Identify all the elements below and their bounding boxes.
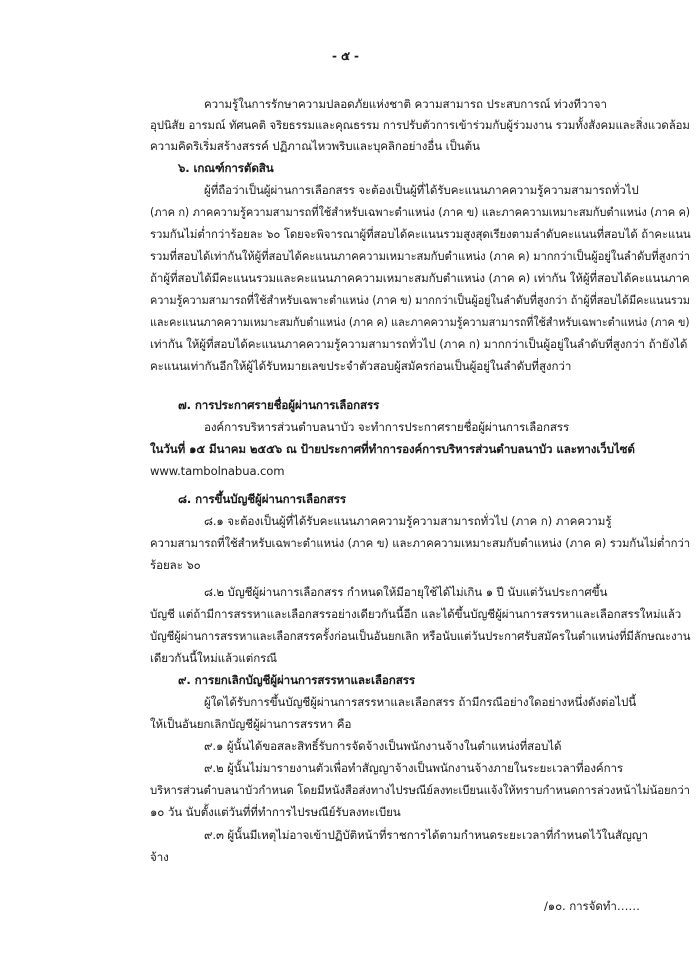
section-8-1-line: ๘.๑ จะต้องเป็นผู้ที่ได้รับคะแนนภาคความรู้ความสามารถทั่วไป (ภาค ก) ภาคความรู้	[204, 514, 612, 528]
section-6-line: ความรู้ความสามารถที่ใช้สำหรับเฉพาะตำแหน่ง (ภาค ข) มากกว่าเป็นผู้อยู่ในลำดับที่สูงกว่า ถ้าผู้ที่สอบได้มีคะแนนรวม	[150, 293, 690, 307]
section-8-1-line: ความสามารถที่ใช้สำหรับเฉพาะตำแหน่ง (ภาค ข) และภาคความเหมาะสมกับตำแหน่ง (ภาค ค) รวมกันไม่ต่ำกว่า	[150, 536, 691, 550]
section-6-line: ถ้าผู้ที่สอบได้มีคะแนนรวมและคะแนนภาคความเหมาะสมกับตำแหน่ง (ภาค ค) เท่ากัน ให้ผู้ที่สอบได้คะแนนภาค	[150, 271, 690, 285]
intro-line: ความคิดริเริ่มสร้างสรรค์ ปฏิภาณไหวพริบและบุคลิกอย่างอื่น เป็นต้น	[150, 139, 480, 153]
section-7-heading: ๗. การประกาศรายชื่อผู้ผ่านการเลือกสรร	[178, 398, 380, 412]
section-9-2-line: ๑๐ วัน นับตั้งแต่วันที่ที่ทำการไปรษณีย์รับลงทะเบียน	[150, 805, 401, 819]
section-8-2-line: เดียวกันนี้ใหม่แล้วแต่กรณี	[150, 651, 277, 665]
page-number: - ๕ -	[332, 49, 359, 63]
section-6-line: เท่ากัน ให้ผู้ที่สอบได้คะแนนภาคความรู้ความสามารถทั่วไป (ภาค ก) มากกว่าเป็นผู้อยู่ในลำดับที่สูงกว่า ถ้ายังได้	[150, 337, 688, 351]
section-6-line: คะแนนเท่ากันอีกให้ผู้ได้รับหมายเลขประจำตัวสอบผู้สมัครก่อนเป็นผู้อยู่ในลำดับที่สูงกว่า	[150, 359, 572, 373]
section-6-line: รวมที่สอบได้เท่ากันให้ผู้ที่สอบได้คะแนนภาคความเหมาะสมกับตำแหน่ง (ภาค ค) มากกว่าเป็นผู้อยู่ในลำดับที่สูงกว่า	[150, 249, 690, 263]
section-9-2-line: บริหารส่วนตำบลนาบัวกำหนด โดยมีหนังสือส่งทางไปรษณีย์ลงทะเบียนแจ้งให้ทราบกำหนดการล่วงหน้าไม่น้อยกว่า	[150, 783, 690, 797]
section-9-intro-line: ให้เป็นอันยกเลิกบัญชีผู้ผ่านการสรรหา คือ	[150, 717, 352, 731]
section-8-2-line: บัญชีผู้ผ่านการสรรหาและเลือกสรรครั้งก่อนเป็นอันยกเลิก หรือนับแต่วันประกาศรับสมัครในตำแหน่งที่มีลักษณะงาน	[150, 629, 691, 643]
section-9-heading: ๙. การยกเลิกบัญชีผู้ผ่านการสรรหาและเลือกสรร	[178, 673, 415, 687]
section-8-2-line: บัญชี แต่ถ้ามีการสรรหาและเลือกสรรอย่างเดียวกันนี้อีก และได้ขึ้นบัญชีผู้ผ่านการสรรหาและเลือกสรรใหม่แล้ว	[150, 607, 682, 621]
intro-line: ความรู้ในการรักษาความปลอดภัยแห่งชาติ ความสามารถ ประสบการณ์ ท่วงทีวาจา	[204, 97, 607, 111]
section-6-line: และคะแนนภาคความเหมาะสมกับตำแหน่ง (ภาค ค) และภาคความรู้ความสามารถที่ใช้สำหรับเฉพาะตำแหน่ง (ภาค ข)	[150, 315, 690, 329]
section-9-3-line: ๙.๓ ผู้นั้นมีเหตุไม่อาจเข้าปฏิบัติหน้าที่ราชการได้ตามกำหนดระยะเวลาที่กำหนดไว้ในสัญญา	[204, 828, 648, 842]
section-6-line: ผู้ที่ถือว่าเป็นผู้ผ่านการเลือกสรร จะต้องเป็นผู้ที่ได้รับคะแนนภาคความรู้ความสามารถทั่วไป	[204, 183, 639, 197]
website-link[interactable]: www.tambolnabua.com	[150, 464, 285, 478]
section-8-1-line: ร้อยละ ๖๐	[150, 558, 201, 572]
section-7-line: องค์การบริหารส่วนตำบลนาบัว จะทำการประกาศรายชื่อผู้ผ่านการเลือกสรร	[204, 420, 570, 434]
section-9-intro-line: ผู้ใดได้รับการขึ้นบัญชีผู้ผ่านการสรรหาและเลือกสรร ถ้ามีกรณีอย่างใดอย่างหนึ่งดังต่อไปนี้	[204, 695, 637, 709]
footer-continuation: /๑๐. การจัดทำ……	[544, 899, 640, 913]
section-6-line: (ภาค ก) ภาคความรู้ความสามารถที่ใช้สำหรับเฉพาะตำแหน่ง (ภาค ข) และภาคความเหมาะสมกับตำแหน่ง (ภาค ค)	[150, 205, 690, 219]
section-6-heading: ๖. เกณฑ์การตัดสิน	[178, 161, 274, 175]
section-8-heading: ๘. การขึ้นบัญชีผู้ผ่านการเลือกสรร	[178, 492, 346, 506]
section-9-2-line: ๙.๒ ผู้นั้นไม่มารายงานตัวเพื่อทำสัญญาจ้างเป็นพนักงานจ้างภายในระยะเวลาที่องค์การ	[204, 761, 624, 775]
section-6-line: รวมกันไม่ต่ำกว่าร้อยละ ๖๐ โดยจะพิจารณาผู้ที่สอบได้คะแนนรวมสูงสุดเรียงตามลำดับคะแนนที่สอบได้ ถ้าคะแนน	[150, 227, 691, 241]
section-7-announcement-date: ในวันที่ ๑๕ มีนาคม ๒๕๕๖ ณ ป้ายประกาศที่ทำการองค์การบริหารส่วนตำบลนาบัว และทางเว็บไซต์	[150, 442, 635, 456]
intro-line: อุปนิสัย อารมณ์ ทัศนคติ จริยธรรมและคุณธรรม การปรับตัวการเข้าร่วมกับผู้ร่วมงาน รวมทั้งสังคมและสิ่งแวดล้อม	[150, 118, 690, 132]
section-9-3-line: จ้าง	[150, 850, 169, 864]
section-9-1-line: ๙.๑ ผู้นั้นได้ขอสละสิทธิ์รับการจัดจ้างเป็นพนักงานจ้างในตำแหน่งที่สอบได้	[204, 739, 562, 753]
section-8-2-line: ๘.๒ บัญชีผู้ผ่านการเลือกสรร กำหนดให้มีอายุใช้ได้ไม่เกิน ๑ ปี นับแต่วันประกาศขึ้น	[204, 585, 608, 599]
